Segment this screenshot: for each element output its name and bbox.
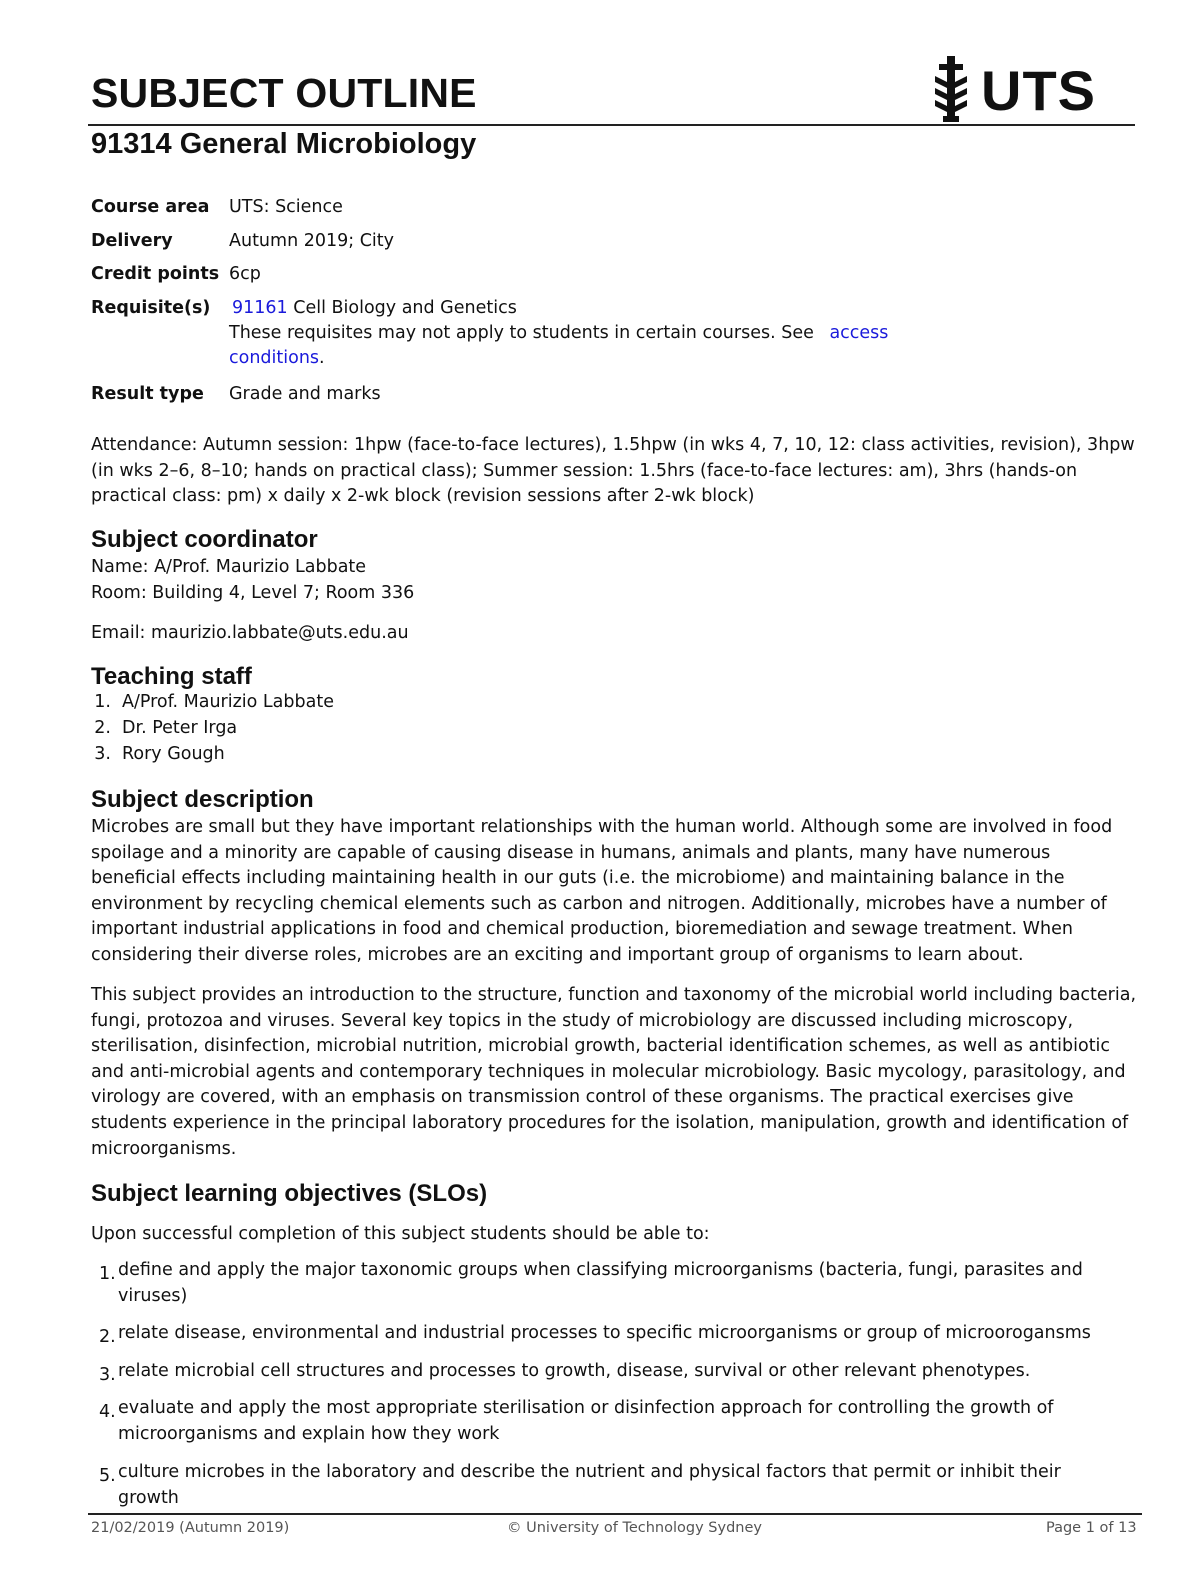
requisite-note: These requisites may not apply to students in certain courses. See — [229, 323, 814, 343]
list-number: 2. — [99, 1327, 116, 1347]
objectives-intro: Upon successful completion of this subject students should be able to: — [91, 1224, 710, 1244]
uts-logo — [925, 54, 1105, 124]
objective-text: relate microbial cell structures and processes to growth, disease, survival or other relevant phenotypes. — [118, 1361, 1031, 1381]
list-item — [91, 718, 238, 738]
subject-title: 91314 General Microbiology — [91, 128, 477, 160]
objective-text: culture microbes in the laboratory and describe the nutrient and physical factors that permit or inhibit their growth — [118, 1462, 1061, 1508]
footer-page-number: Page 1 of 13 — [1046, 1520, 1137, 1536]
requisite-code-link[interactable]: 91161 — [232, 298, 288, 318]
list-item — [91, 692, 334, 712]
meta-value — [229, 296, 989, 371]
meta-label: Result type — [91, 384, 204, 404]
objective-text: relate disease, environmental and industrial processes to specific microorganisms or group of microorogansms — [118, 1323, 1091, 1343]
objective-text: define and apply the major taxonomic groups when classifying microorganisms (bacteria, fungi, parasites and viruses) — [118, 1260, 1083, 1306]
teaching-staff-heading: Teaching staff — [91, 663, 252, 690]
list-number: 5. — [99, 1466, 116, 1486]
list-number: 3. — [99, 1365, 116, 1385]
staff-name: Dr. Peter Irga — [122, 718, 238, 738]
document-title: SUBJECT OUTLINE — [91, 70, 477, 116]
list-number: 1. — [99, 1264, 116, 1284]
coordinator-room: Room: Building 4, Level 7; Room 336 — [91, 583, 415, 603]
meta-label: Credit points — [91, 264, 220, 284]
footer-date: 21/02/2019 (Autumn 2019) — [91, 1520, 290, 1536]
attendance-text: Attendance: Autumn session: 1hpw (face-to-face lectures), 1.5hpw (in wks 4, 7, 10, 12: class activities, revision), 3hpw (in wks 2–6, 8–10; hands on practical class); Summer session: 1.5hrs (face-to-face lectures: am), 3hrs (hands-on practical class: pm) x daily x 2-wk block (revision sessions after 2-wk block) — [91, 435, 1135, 507]
access-conditions-link-continued[interactable]: conditions — [229, 348, 320, 368]
coordinator-heading: Subject coordinator — [91, 526, 318, 553]
staff-name: Rory Gough — [122, 744, 225, 764]
list-number: 4. — [99, 1402, 116, 1422]
list-number: 2. — [94, 718, 111, 738]
footer-copyright: © University of Technology Sydney — [507, 1520, 762, 1536]
footer-divider — [88, 1513, 1142, 1515]
meta-label: Requisite(s) — [91, 298, 211, 318]
description-heading: Subject description — [91, 786, 314, 813]
list-number: 3. — [94, 744, 111, 764]
uts-crest-icon — [929, 54, 973, 124]
meta-label: Delivery — [91, 231, 173, 251]
description-paragraph-2: This subject provides an introduction to the structure, function and taxonomy of the microbial world including bacteria, fungi, protozoa and viruses. Several key topics in the study of microbiology are discussed including microscopy, sterilisation, disinfection, microbial nutrition, microbial growth, bacterial identification schemes, as well as antibiotic and anti-microbial agents and contemporary techniques in molecular microbiology. Basic mycology, parasitology, and virology are covered, with an emphasis on transmission control of these organisms. The practical exercises give students experience in the principal laboratory procedures for the isolation, manipulation, growth and identification of microorganisms. — [91, 985, 1137, 1159]
objective-text: evaluate and apply the most appropriate sterilisation or disinfection approach for controlling the growth of microorganisms and explain how they work — [118, 1398, 1054, 1444]
meta-value: UTS: Science — [229, 197, 343, 217]
coordinator-name: Name: A/Prof. Maurizio Labbate — [91, 557, 367, 577]
requisite-name: Cell Biology and Genetics — [293, 298, 517, 318]
objectives-heading: Subject learning objectives (SLOs) — [91, 1180, 488, 1207]
list-number: 1. — [94, 692, 111, 712]
meta-value: Grade and marks — [229, 384, 381, 404]
requisite-period: . — [319, 348, 325, 368]
meta-value: 6cp — [229, 264, 261, 284]
uts-logo-text: UTS — [981, 59, 1096, 122]
coordinator-email: Email: maurizio.labbate@uts.edu.au — [91, 623, 409, 643]
header-divider — [88, 124, 1135, 126]
meta-label: Course area — [91, 197, 210, 217]
list-item — [91, 744, 225, 764]
meta-value: Autumn 2019; City — [229, 231, 395, 251]
staff-name: A/Prof. Maurizio Labbate — [122, 692, 334, 712]
access-conditions-link[interactable]: access — [829, 323, 889, 343]
description-paragraph-1: Microbes are small but they have important relationships with the human world. Although some are involved in food spoilage and a minority are capable of causing disease in humans, animals and plants, many have numerous beneficial effects including maintaining health in our guts (i.e. the microbiome) and maintaining balance in the environment by recycling chemical elements such as carbon and nitrogen. Additionally, microbes have a number of important industrial applications in food and chemical production, bioremediation and sewage treatment. When considering their diverse roles, microbes are an exciting and important group of organisms to learn about. — [91, 817, 1113, 965]
